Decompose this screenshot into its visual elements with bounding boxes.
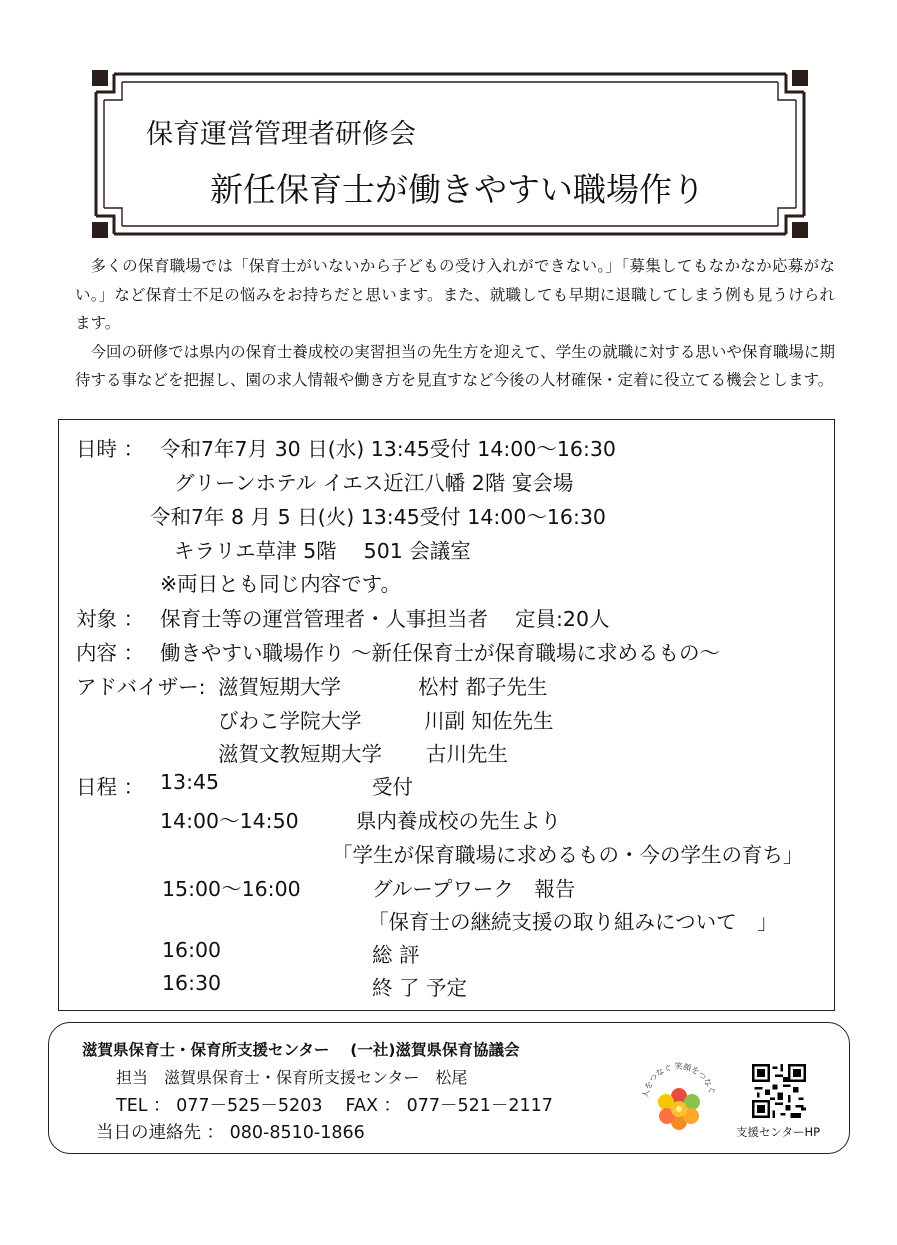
intro-paragraph-1: 多くの保育職場では「保育士がいないから子どもの受け入れができない。」「募集してもなかなか応募がない。」など保育士不足の悩みをお持ちだと思います。また、就職しても早期に退職してしまう例も見うけられます。 [75,257,835,333]
flower-logo-icon [638,1060,720,1142]
content-label: 内容 ： [76,641,145,665]
same-content-note: ※両日とも同じ内容です。 [160,572,402,596]
title-frame [92,70,808,238]
schedule-item: 受付 [372,775,413,799]
schedule-item: 県内養成校の先生より [356,809,561,833]
organizer: 滋賀県保育士・保育所支援センター (一社)滋賀県保育協議会 [82,1041,520,1059]
datetime-label: 日時 ： [76,437,145,461]
schedule-label: 日程 ： [76,775,145,799]
intro-paragraph-2: 今回の研修では県内の保育士養成校の実習担当の先生方を迎えて、学生の就職に対する思いや保育職場に期待する事などを把握し、園の求人情報や働き方を見直すなど今後の人材確保・定着に役立てる機会とします。 [75,342,835,390]
advisor-school: 滋賀文教短期大学 [218,742,382,766]
schedule-time: 16:00 [162,938,222,962]
advisor-school: 滋賀短期大学 [218,675,341,699]
schedule-time: 14:00～14:50 [160,809,299,833]
schedule-item: グループワーク 報告 [372,877,576,901]
advisor-name: 川副 知佐先生 [424,709,554,733]
event-series-title: 保育運営管理者研修会 [146,119,416,150]
advisor-label: アドバイザー: [76,675,206,699]
session2-date: 令和7年 8 月 5 日(火) 13:45受付 14:00～16:30 [150,505,606,529]
qr-code-icon[interactable] [752,1064,806,1118]
contact-person: 担当 滋賀県保育士・保育所支援センター 松尾 [116,1068,468,1087]
decorative-frame-icon [92,70,808,238]
target-value: 保育士等の運営管理者・人事担当者 定員:20人 [160,607,610,631]
advisor-name: 松村 都子先生 [418,675,548,699]
schedule-time: 15:00～16:00 [162,877,301,901]
schedule-time: 13:45 [160,770,220,794]
intro-text [75,252,835,395]
target-label: 対象 ： [76,607,145,631]
advisor-school: びわこ学院大学 [218,709,362,733]
event-main-title: 新任保育士が働きやすい職場作り [210,170,705,209]
schedule-item: 「学生が保育職場に求めるもの・今の学生の育ち」 [332,843,804,867]
qr-label: 支援センターHP [736,1125,821,1139]
emergency-contact: 当日の連絡先 ： 080-8510-1866 [96,1123,365,1143]
logo-text: 人をつなぐ 笑顔をつなぐ [640,1061,717,1099]
schedule-item: 総 評 [372,943,420,967]
advisor-name: 古川先生 [426,742,508,766]
tel-fax: TEL ： 077－525－5203 FAX ： 077－521－2117 [116,1096,553,1116]
session2-venue: キラリエ草津 5階 501 会議室 [174,539,471,563]
qr-code-icon[interactable] [752,1064,806,1118]
content-value: 働きやすい職場作り ～新任保育士が保育職場に求めるもの～ [160,641,721,665]
flower-logo-icon [638,1060,720,1142]
session1-venue: グリーンホテル イエス近江八幡 2階 宴会場 [174,471,574,495]
schedule-item: 「保育士の継続支援の取り組みについて 」 [368,910,778,934]
schedule-item: 終 了 予定 [372,976,468,1000]
schedule-time: 16:30 [162,971,222,995]
session1-date: 令和7年7月 30 日(水) 13:45受付 14:00～16:30 [160,437,616,461]
